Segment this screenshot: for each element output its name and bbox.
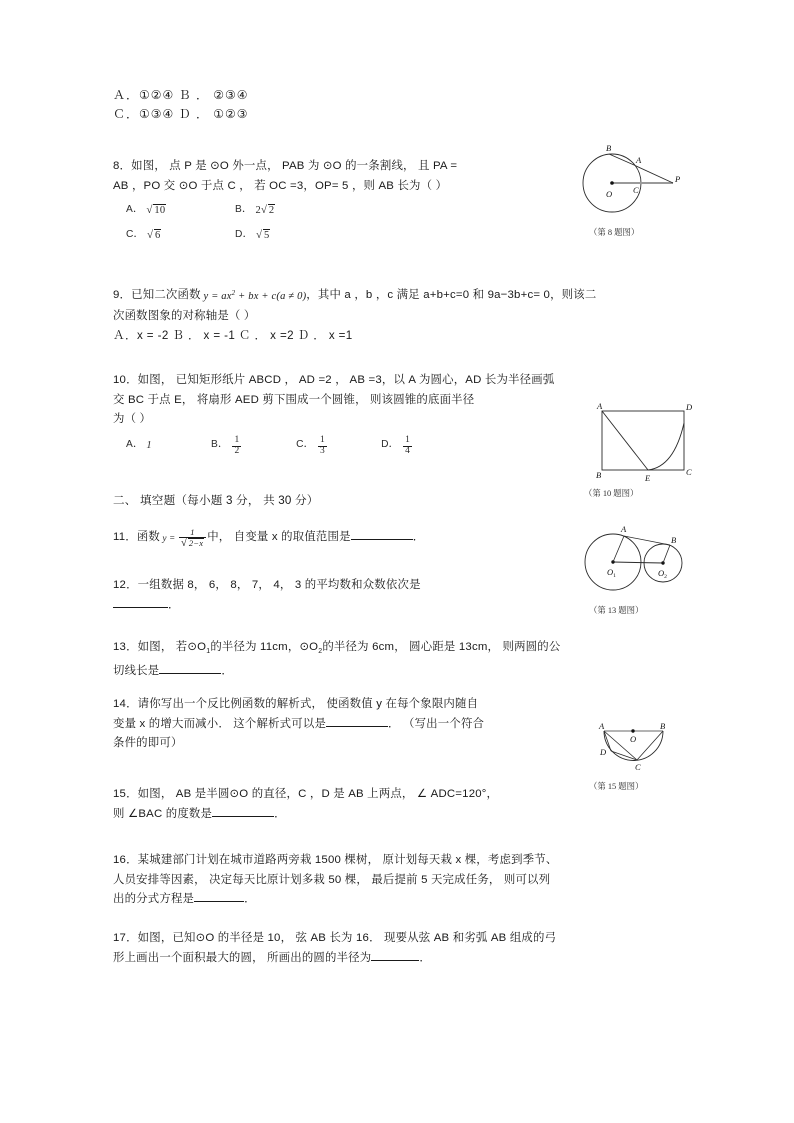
q17-blank (371, 949, 419, 961)
q17-text-1: 如图，已知⊙O 的半径是 10， 弦 AB 长为 16． 现要从弦 AB 和劣弧 AB 组成的弓 (137, 932, 557, 944)
q15-blank (212, 805, 274, 817)
q16-line-1 (113, 851, 688, 871)
q8-option-row-2 (126, 225, 456, 245)
q11-tail: ． (412, 531, 425, 543)
q9-formula: $y = ax^2$ + bx + c(a ≠ 0) (200, 289, 307, 302)
question-17 (113, 929, 688, 968)
q14-number: 14． (113, 698, 138, 710)
q13-tail: ． (221, 664, 233, 677)
q10-option-b-fraction: $\frac{1}{2}$ (234, 435, 240, 456)
q9-number: 9． (113, 289, 132, 301)
q13-text-c: 的半径为 6cm， 圆心距是 13cm， 则两圆的公 (322, 641, 561, 653)
fig8-label-C: C (633, 185, 639, 195)
q8-number: 8． (113, 160, 132, 172)
q14-line-2 (113, 715, 553, 735)
q16-tail: ． (244, 893, 256, 905)
q8-option-b-key: B． (235, 204, 253, 215)
question-9 (113, 284, 673, 346)
fig8-label-A: A (636, 155, 642, 165)
q11-formula: y = 1 √ 2−x (160, 533, 207, 543)
q12-tail: ． (168, 598, 180, 611)
fig8-label-O: O (606, 189, 613, 199)
section-2-heading: 二、 填空题（每小题 3 分， 共 30 分） (113, 494, 319, 507)
q8-option-row-1 (126, 200, 456, 225)
q10-option-a-key: A． (126, 439, 144, 450)
fig13-label-O2: $O_2$ (658, 568, 667, 580)
fig10-label-E: E (645, 473, 651, 483)
question-11 (113, 528, 513, 549)
q10-option-a-value: 1 (146, 440, 152, 451)
figure-8 (570, 138, 690, 230)
q14-text-1: 请你写出一个反比例函数的解析式， 使函数值 y 在每个象限内随自 (137, 698, 479, 710)
q11-lead: 函数 (136, 531, 161, 543)
q8-options (126, 200, 456, 245)
q7-answer-row (113, 86, 443, 124)
fig13-label-B: B (671, 535, 677, 545)
q15-number: 15． (113, 788, 138, 800)
fig13-label-A: A (621, 524, 627, 534)
question-12 (113, 576, 543, 615)
question-8 (113, 157, 545, 196)
q16-line-3 (113, 890, 688, 910)
q13-text-a: 如图， 若⊙O (137, 641, 207, 653)
q13-blank (159, 662, 221, 674)
q16-blank (194, 890, 244, 902)
q8-option-b: B． 2 √ 2 (235, 204, 275, 215)
fig15-label-A: A (599, 721, 605, 731)
q14-text-2-tail: ． （写出一个符合 (388, 717, 485, 730)
q10-line-1 (113, 371, 688, 391)
q12-number: 12． (113, 579, 138, 591)
q16-line-2: 人员安排等因素， 决定每天比原计划多栽 50 棵， 最后提前 5 天完成任务， 则可以列 (113, 873, 551, 886)
q13-line-2 (113, 662, 573, 682)
q16-text-1: 某城建部门计划在城市道路两旁栽 1500 棵树， 原计划每天栽 x 棵，考虑到季节、 (137, 854, 558, 866)
fig13-label-O1: $O_1$ (607, 567, 616, 579)
q12-text-1: 一组数据 8， 6， 8， 7， 4， 3 的平均数和众数依次是 (137, 579, 421, 591)
q8-option-c-key: C． (126, 229, 144, 240)
q16-number: 16． (113, 854, 138, 866)
question-14 (113, 695, 553, 754)
q15-text-1: 如图， AB 是半圆⊙O 的直径，C ，D 是 AB 上两点， ∠ ADC=120°， (137, 788, 499, 800)
fig15-label-O: O (630, 734, 637, 744)
fig15-label-B: B (660, 721, 666, 731)
q13-number: 13． (113, 641, 138, 653)
q15-line-2 (113, 805, 563, 825)
q7-answer-line-2: Ｃ．①③④ Ｄ ． ①②③ (113, 107, 249, 121)
q8-option-c: C． √ 6 (126, 225, 232, 245)
q9-lead: 已知二次函数 (131, 289, 201, 301)
q9-text-after: ，其中 a ，b ，c 满足 a+b+c=0 和 9a−3b+c= 0，则该二 (306, 289, 597, 301)
q10-option-b (211, 435, 293, 457)
q14-line-3: 条件的即可） (113, 737, 183, 749)
q8-option-a-key: A． (126, 204, 144, 215)
q17-line-1 (113, 929, 688, 949)
q14-blank (326, 715, 388, 727)
figure-10-caption: （第 10 题图） (584, 489, 639, 498)
q14-line-1 (113, 695, 553, 715)
q13-text-2: 切线长是 (113, 664, 160, 677)
q13-sub-2: 2 (318, 648, 323, 655)
q10-option-d-key: D． (381, 439, 400, 450)
q10-line-2: 交 BC 于点 E， 将扇形 AED 剪下围成一个圆锥， 则该圆锥的底面半径 (113, 393, 475, 406)
fig8-label-B: B (606, 143, 612, 153)
q14-text-2: 变量 x 的增大而减小． 这个解析式可以是 (113, 717, 327, 730)
q8-option-d: D． √ 5 (235, 229, 270, 240)
q13-text-b: 的半径为 11cm，⊙O (210, 641, 319, 653)
q10-line-3: 为（ ） (113, 413, 152, 425)
fig10-label-A: A (597, 401, 603, 411)
q12-line-2 (113, 596, 543, 616)
q9-line-1 (113, 284, 673, 307)
question-16 (113, 851, 688, 910)
q7-answer-line-1: Ａ．①②④ Ｂ ． ②③④ (113, 88, 249, 102)
fig10-label-C: C (686, 467, 692, 477)
q16-text-3: 出的分式方程是 (113, 893, 195, 905)
q15-text-2: 则 ∠BAC 的度数是 (113, 807, 213, 820)
q8-line-1 (113, 157, 545, 177)
q11-text-after: 中， 自变量 x 的取值范围是 (207, 531, 351, 543)
q10-option-c-fraction: $\frac{1}{3}$ (320, 435, 325, 456)
fig15-label-D: D (600, 747, 607, 757)
q17-tail: ． (419, 951, 431, 964)
q12-blank (113, 596, 168, 608)
figure-8-caption: （第 8 题图） (589, 228, 640, 237)
q11-blank (351, 528, 413, 540)
q15-tail: ． (274, 807, 286, 820)
q8-option-d-key: D． (235, 229, 253, 240)
fig8-label-P: P (675, 174, 681, 184)
q10-option-c-key: C． (296, 439, 315, 450)
q17-text-2: 形上画出一个面积最大的圆， 所画出的圆的半径为 (113, 951, 372, 964)
q8-option-a: A． √ 10 (126, 200, 232, 220)
question-13 (113, 638, 573, 681)
q12-line-1 (113, 576, 543, 596)
figure-13-caption: （第 13 题图） (589, 606, 644, 615)
q10-option-d (381, 435, 413, 457)
q9-options: Ａ．x = -2 Ｂ ． x = -1 Ｃ ． x =2 Ｄ ． x =1 (113, 329, 353, 342)
fig10-label-D: D (686, 402, 693, 412)
figure-13 (583, 520, 691, 602)
q11-number: 11． (113, 531, 137, 543)
question-15 (113, 785, 563, 824)
q9-line-2: 次函数图象的对称轴是（ ） (113, 309, 256, 322)
q15-line-1 (113, 785, 563, 805)
q10-option-b-key: B． (211, 439, 229, 450)
q8-line-2: AB ，PO 交 ⊙O 于点 C ， 若 OC =3，OP= 5 ，则 AB 长为（ ） (113, 179, 448, 192)
figure-15-caption: （第 15 题图） (589, 782, 644, 791)
q10-option-c (296, 435, 378, 457)
figure-10 (596, 401, 696, 485)
q10-option-a (126, 435, 208, 455)
fig10-label-B: B (596, 470, 602, 480)
q13-sub-1: 1 (206, 648, 211, 655)
q17-number: 17． (113, 932, 138, 944)
fig15-label-C: C (635, 762, 641, 772)
q10-options (126, 435, 456, 457)
q8-text-1: 如图， 点 P 是 ⊙O 外一点， PAB 为 ⊙O 的一条割线， 且 PA = (131, 160, 458, 172)
q10-text-1: 如图， 已知矩形纸片 ABCD ， AD =2 ， AB =3，以 A 为圆心，AD 长为半径画弧 (137, 374, 555, 386)
q10-number: 10． (113, 374, 138, 386)
figure-15 (596, 723, 682, 781)
q13-line-1 (113, 638, 573, 662)
q17-line-2 (113, 949, 688, 969)
q10-option-d-fraction: $\frac{1}{4}$ (405, 435, 411, 456)
